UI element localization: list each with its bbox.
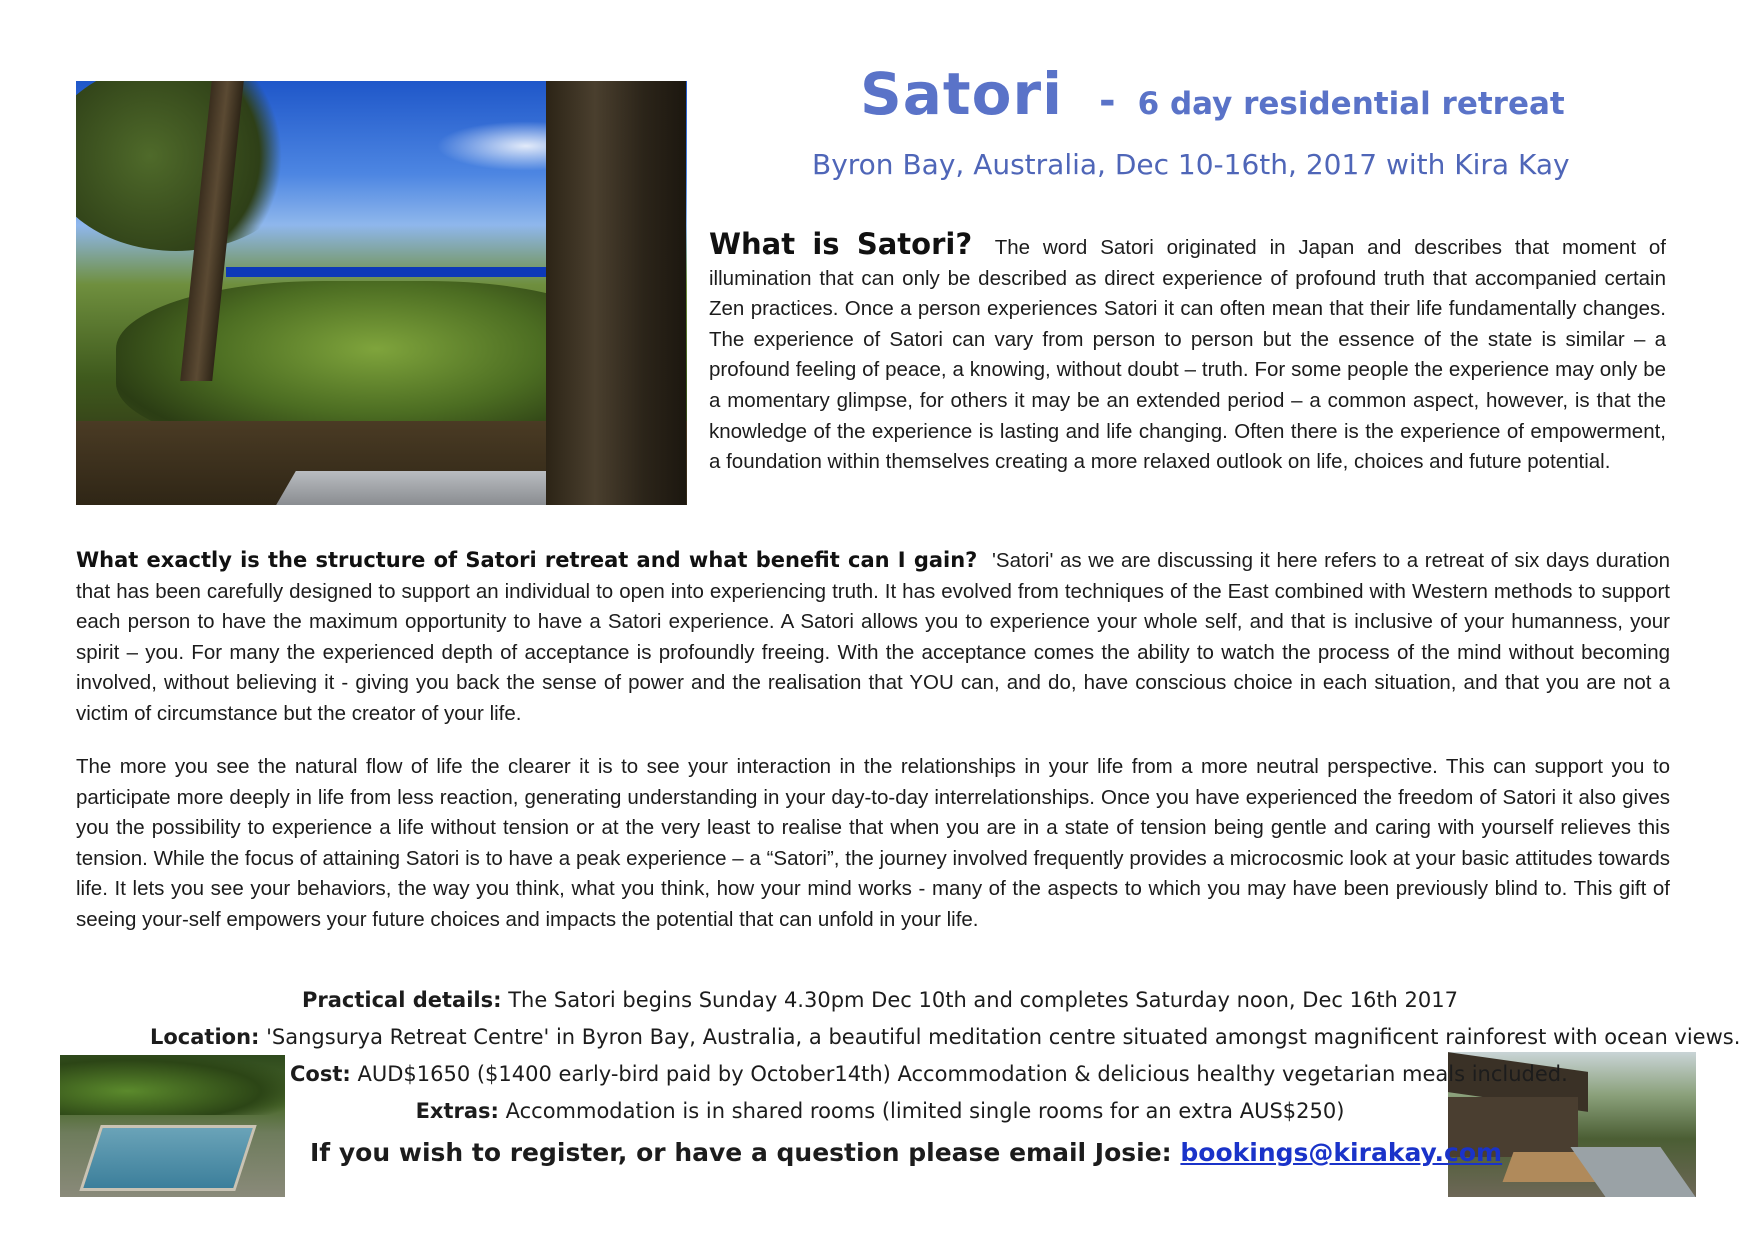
what-is-satori-body: The word Satori originated in Japan and describes that moment of illumination that can only be described as direct experience of profound truth that accompanied certain Zen practices. Once a person experiences Satori it can often mean that their life fundamentally changes. The experience of Satori can vary from person to person but the essence of the state is similar – a profound feeling of peace, a knowing, without doubt – truth. For some people the experience may only be a momentary glimpse, for others it may be an extended period – a common aspect, however, is that the knowledge of the experience is lasting and life changing. Often there is the experience of empowerment, a foundation within themselves creating a more relaxed outlook on life, choices and future potential. bbox=[709, 236, 1667, 474]
extras-label: Extras: bbox=[415, 1099, 499, 1123]
cost-text: AUD$1650 ($1400 early-bird paid by October14th) Accommodation & delicious healthy vegetarian meals included. bbox=[357, 1062, 1568, 1086]
practical-text: The Satori begins Sunday 4.30pm Dec 10th and completes Saturday noon, Dec 16th 2017 bbox=[508, 988, 1458, 1012]
contact-text: If you wish to register, or have a question please email Josie: bbox=[310, 1138, 1172, 1167]
what-is-satori-paragraph bbox=[709, 229, 1666, 478]
location-row bbox=[150, 1019, 1741, 1056]
natural-flow-paragraph: The more you see the natural flow of life the clearer it is to see your interaction in the relationships in your life from a more neutral perspective. This can support you to participate more deeply in life from less reaction, generating understanding in your day-to-day interrelationships. Once you have experienced the freedom of Satori it also gives you the possibility to experience a life without tension or at the very least to realise that when you are in a state of tension being gentle and caring with yourself relieves this tension. While the focus of attaining Satori is to have a peak experience – a “Satori”, the journey involved frequently provides a microcosmic look at your basic attitudes towards life. It lets you see your behaviors, the way you think, what you think, how your mind works - many of the aspects to which you may have been previously blind to. This gift of seeing your-self empowers your future choices and impacts the potential that can unfold in your life. bbox=[76, 755, 1670, 931]
page-title bbox=[860, 60, 1565, 128]
stone-path bbox=[1570, 1147, 1695, 1197]
practical-details bbox=[150, 982, 1741, 1130]
cost-row bbox=[290, 1056, 1568, 1093]
title-dash: - bbox=[1098, 78, 1116, 124]
location-text: 'Sangsurya Retreat Centre' in Byron Bay, Australia, a beautiful meditation centre situated amongst magnificent rainforest with ocean views. bbox=[266, 1025, 1741, 1049]
practical-row bbox=[290, 982, 1470, 1019]
pool-water bbox=[79, 1125, 256, 1191]
email-link[interactable]: bookings@kirakay.com bbox=[1180, 1138, 1503, 1167]
structure-benefit-heading: What exactly is the structure of Satori retreat and what benefit can I gain? bbox=[76, 548, 978, 572]
location-date-line: Byron Bay, Australia, Dec 10-16th, 2017 with Kira Kay bbox=[812, 148, 1570, 181]
pool-trees bbox=[60, 1055, 285, 1115]
tree-canopy bbox=[76, 81, 306, 251]
forest-ocean-photo bbox=[76, 81, 687, 505]
title-satori: Satori bbox=[860, 60, 1063, 128]
pool-photo bbox=[60, 1055, 285, 1197]
what-is-satori-heading: What is Satori? bbox=[709, 227, 973, 261]
cost-label: Cost: bbox=[290, 1062, 351, 1086]
location-label: Location: bbox=[150, 1025, 260, 1049]
practical-label: Practical details: bbox=[302, 988, 502, 1012]
structure-benefit-body: 'Satori' as we are discussing it here refers to a retreat of six days duration that has been carefully designed to support an individual to open into experiencing truth. It has evolved from techniques of the East combined with Western methods to support each person to have the maximum opportunity to have a Satori experience. A Satori allows you to experience your whole self, and that is inclusive of your humanness, your spirit – you. For many the experienced depth of acceptance is profoundly freeing. With the acceptance comes the ability to watch the process of the mind without becoming involved, without believing it - giving you back the sense of power and the realisation that YOU can, and do, have conscious choice in each situation, and that you are not a victim of circumstance but the creator of your life. bbox=[76, 549, 1670, 725]
structure-benefit-paragraph bbox=[76, 545, 1670, 730]
tree-trunk-right bbox=[546, 81, 686, 505]
ocean-strip bbox=[226, 267, 556, 277]
title-subtitle: 6 day residential retreat bbox=[1137, 86, 1565, 122]
extras-text: Accommodation is in shared rooms (limited single rooms for an extra AUS$250) bbox=[505, 1099, 1345, 1123]
contact-line bbox=[310, 1138, 1503, 1167]
extras-row bbox=[290, 1093, 1470, 1130]
